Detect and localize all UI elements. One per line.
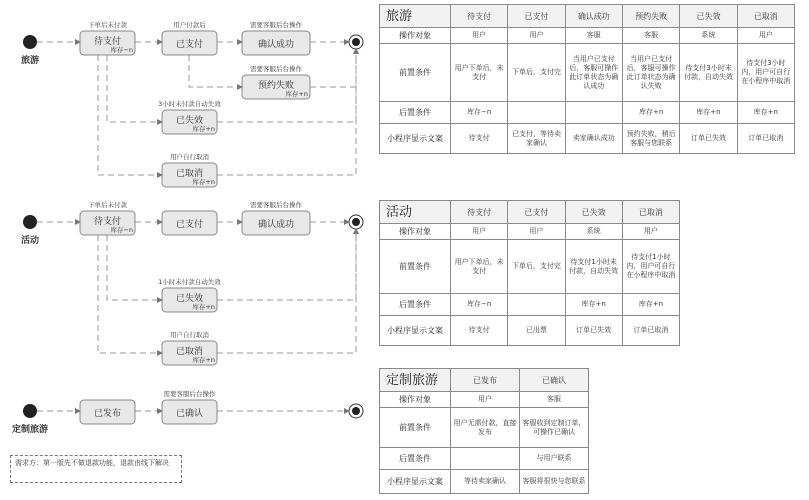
transition-condition: 下单后未付款 xyxy=(88,201,127,209)
table-cell: 客服 xyxy=(565,28,622,44)
table-cell: 与用户联系 xyxy=(520,448,589,470)
state-inventory-label: 库存+n xyxy=(192,125,215,133)
tour-state-table xyxy=(379,4,795,154)
diagram-label: 定制旅游 xyxy=(11,425,49,435)
table-cell: 用户下单后，未支付 xyxy=(451,240,508,294)
table-title: 旅游 xyxy=(380,5,451,28)
table-cell: 库存+n xyxy=(622,102,679,124)
table-header-row xyxy=(380,5,795,28)
table-cell: 下单后，支付完 xyxy=(508,44,565,102)
table-cell: 系统 xyxy=(565,224,622,240)
table-cell: 订单已失效 xyxy=(680,124,737,154)
table-cell: 订单已失效 xyxy=(565,316,622,346)
transition-condition: 需要客服后台操作 xyxy=(250,21,302,29)
table-row xyxy=(380,224,680,240)
transition-condition: 用户自行取消 xyxy=(170,153,209,161)
start-node-icon xyxy=(23,35,37,49)
column-header: 已支付 xyxy=(508,5,565,28)
transition-condition: 3小时未付款自动失效 xyxy=(158,100,221,108)
state-label: 已取消 xyxy=(175,169,204,179)
table-cell: 用户下单后，未支付 xyxy=(451,44,508,102)
column-header: 确认成功 xyxy=(565,5,622,28)
row-label: 前置条件 xyxy=(380,408,451,448)
table-cell: 用户 xyxy=(508,28,565,44)
table-cell: 已出票 xyxy=(508,316,565,346)
transition-arrow xyxy=(107,235,162,300)
row-label: 后置条件 xyxy=(380,448,451,470)
table-cell: 用户无需付款，直接发布 xyxy=(451,408,520,448)
transition-condition: 用户自行取消 xyxy=(170,331,209,339)
column-header: 已取消 xyxy=(622,201,679,224)
diagram-label: 活动 xyxy=(20,236,40,246)
column-header: 已发布 xyxy=(451,369,520,392)
table-cell: 库存−n xyxy=(451,294,508,316)
transition-condition: 1小时未付款自动失效 xyxy=(158,278,221,286)
state-label: 待支付 xyxy=(93,37,122,47)
column-header: 已失效 xyxy=(565,201,622,224)
table-row xyxy=(380,240,680,294)
table-row xyxy=(380,44,795,102)
state-label: 已支付 xyxy=(175,40,204,50)
row-label: 前置条件 xyxy=(380,240,451,294)
column-header: 已确认 xyxy=(520,369,589,392)
table-cell: 订单已取消 xyxy=(737,124,794,154)
table-cell: 系统 xyxy=(680,28,737,44)
table-cell: 用户 xyxy=(451,392,520,408)
table-cell: 用户 xyxy=(622,224,679,240)
row-label: 操作对象 xyxy=(380,28,451,44)
column-header: 已支付 xyxy=(508,201,565,224)
table-cell: 待支付1小时未付款，自动失效 xyxy=(565,240,622,294)
table-cell: 用户 xyxy=(508,224,565,240)
row-label: 后置条件 xyxy=(380,294,451,316)
table-cell: 用户 xyxy=(451,28,508,44)
table-title: 定制旅游 xyxy=(380,369,451,392)
row-label: 小程序显示文案 xyxy=(380,124,451,154)
table-cell xyxy=(565,102,622,124)
state-label: 确认成功 xyxy=(257,220,295,230)
column-header: 已失效 xyxy=(680,5,737,28)
table-cell: 客服 xyxy=(622,28,679,44)
state-label: 已确认 xyxy=(175,409,204,419)
table-cell: 库存+n xyxy=(565,294,622,316)
table-row xyxy=(380,294,680,316)
table-cell: 待支付1小时内，用户可自行在小程序中取消 xyxy=(622,240,679,294)
transition-condition: 需要客服后台操作 xyxy=(250,201,302,209)
table-row xyxy=(380,448,589,470)
table-title: 活动 xyxy=(380,201,451,224)
table-header-row xyxy=(380,369,589,392)
state-label: 待支付 xyxy=(93,217,122,227)
row-label: 前置条件 xyxy=(380,44,451,102)
table-row xyxy=(380,470,589,494)
state-label: 已失效 xyxy=(175,294,204,304)
table-cell: 预约失败，稍后客服与您联系 xyxy=(622,124,679,154)
transition-condition: 用户付款后 xyxy=(173,21,206,29)
transition-arrow xyxy=(217,229,356,353)
table-cell: 已支付，等待卖家确认 xyxy=(508,124,565,154)
table-cell xyxy=(508,294,565,316)
activity-state-table xyxy=(379,200,680,346)
state-inventory-label: 库存+n xyxy=(285,90,308,98)
transition-arrow xyxy=(310,49,356,87)
start-node-icon xyxy=(23,404,37,418)
table-cell: 待支付3小时未付款，自动失效 xyxy=(680,44,737,102)
end-node-inner-icon xyxy=(352,38,360,46)
column-header: 待支付 xyxy=(451,5,508,28)
table-cell: 当用户已支付后，客服可操作此订单状态为确认失败 xyxy=(622,44,679,102)
table-row xyxy=(380,102,795,124)
table-cell: 用户 xyxy=(451,224,508,240)
row-label: 小程序显示文案 xyxy=(380,316,451,346)
diagram-label: 旅游 xyxy=(20,56,40,66)
table-cell: 卖家确认成功 xyxy=(565,124,622,154)
table-cell xyxy=(451,448,520,470)
column-header: 待支付 xyxy=(451,201,508,224)
table-cell: 等待卖家确认 xyxy=(451,470,520,494)
row-label: 后置条件 xyxy=(380,102,451,124)
transition-condition: 需要客服后台操作 xyxy=(163,390,216,398)
transition-arrow xyxy=(217,229,356,300)
table-cell: 客服 xyxy=(520,392,589,408)
start-node-icon xyxy=(23,215,37,229)
transition-arrow xyxy=(107,55,162,122)
column-header: 预约失败 xyxy=(622,5,679,28)
transition-condition: 下单后未付款 xyxy=(88,21,127,29)
state-label: 确认成功 xyxy=(257,40,295,50)
state-inventory-label: 库存−n xyxy=(110,46,133,54)
column-header: 已取消 xyxy=(737,5,794,28)
table-cell: 待支付3小时内，用户可自行在小程序中取消 xyxy=(737,44,794,102)
transition-arrow xyxy=(98,235,162,353)
state-inventory-label: 库存+n xyxy=(192,356,215,364)
table-cell: 库存+n xyxy=(622,294,679,316)
state-label: 已支付 xyxy=(175,220,204,230)
table-row xyxy=(380,392,589,408)
state-inventory-label: 库存+n xyxy=(192,303,215,311)
row-label: 操作对象 xyxy=(380,224,451,240)
state-label: 已失效 xyxy=(175,116,204,126)
table-row xyxy=(380,408,589,448)
table-row xyxy=(380,28,795,44)
table-cell xyxy=(508,102,565,124)
table-cell: 订单已取消 xyxy=(622,316,679,346)
table-row xyxy=(380,316,680,346)
table-cell: 当用户已支付后，客服可操作此订单状态为确认成功 xyxy=(565,44,622,102)
table-cell: 待支付 xyxy=(451,316,508,346)
end-node-inner-icon xyxy=(352,218,360,226)
table-cell: 库存+n xyxy=(737,102,794,124)
transition-arrow xyxy=(189,55,242,87)
custom-tour-state-table xyxy=(379,368,589,494)
table-cell: 待支付 xyxy=(451,124,508,154)
state-inventory-label: 库存+n xyxy=(192,178,215,186)
requirement-note: 需求方：第一版先不做退款功能，退款由线下解决 xyxy=(10,455,182,483)
table-cell: 下单后，支付完 xyxy=(508,240,565,294)
transition-arrow xyxy=(98,55,162,175)
transition-condition: 需要客服后台操作 xyxy=(250,65,302,73)
table-cell: 库存+n xyxy=(680,102,737,124)
table-row xyxy=(380,124,795,154)
row-label: 小程序显示文案 xyxy=(380,470,451,494)
table-header-row xyxy=(380,201,680,224)
table-cell: 客服将很快与您联系 xyxy=(520,470,589,494)
state-label: 预约失败 xyxy=(257,81,295,91)
table-cell: 客服收到定制订单，可操作已确认 xyxy=(520,408,589,448)
table-cell: 库存−n xyxy=(451,102,508,124)
table-cell: 用户 xyxy=(737,28,794,44)
end-node-inner-icon xyxy=(352,407,360,415)
state-label: 已取消 xyxy=(175,347,204,357)
row-label: 操作对象 xyxy=(380,392,451,408)
state-label: 已发布 xyxy=(93,409,122,419)
state-inventory-label: 库存−n xyxy=(110,226,133,234)
